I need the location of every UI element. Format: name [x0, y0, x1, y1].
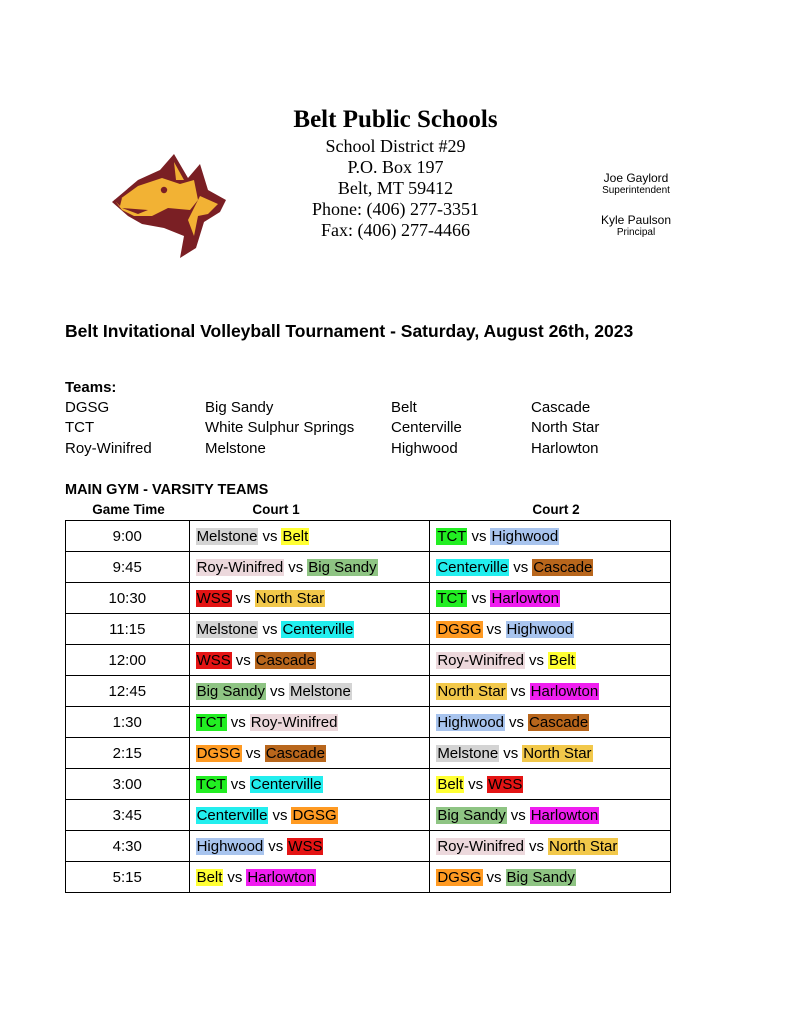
- vs-label: vs: [486, 868, 502, 886]
- team-highlight: Big Sandy: [196, 682, 265, 700]
- table-row: [66, 583, 671, 614]
- court-1-matchup-cell: [189, 676, 430, 707]
- principal-name: Kyle Paulson: [600, 213, 672, 227]
- game-time-cell: 1:30: [66, 707, 190, 738]
- team-highlight: Roy-Winifred: [250, 713, 338, 731]
- wolf-eye: [161, 187, 167, 193]
- team-highlight: Melstone: [196, 527, 258, 545]
- team-highlight: North Star: [549, 837, 618, 855]
- vs-label: vs: [486, 620, 502, 638]
- court-1-matchup-cell: [189, 583, 430, 614]
- court-1-matchup-cell: [189, 831, 430, 862]
- table-row: [66, 552, 671, 583]
- vs-label: vs: [262, 620, 278, 638]
- team-highlight: Highwood: [437, 713, 505, 731]
- team-highlight: Highwood: [196, 837, 264, 855]
- principal-title: Principal: [616, 227, 656, 238]
- team-highlight: TCT: [196, 775, 226, 793]
- table-row: [66, 707, 671, 738]
- court-1-matchup-cell: [189, 738, 430, 769]
- team-highlight: Roy-Winifred: [437, 837, 524, 855]
- court-2-matchup-cell: [430, 583, 671, 614]
- game-time-cell: 12:00: [66, 645, 190, 676]
- table-row: [66, 676, 671, 707]
- court-2-matchup-cell: [430, 614, 671, 645]
- team-highlight: Big Sandy: [506, 868, 575, 886]
- game-time-cell: 9:00: [66, 521, 190, 552]
- court-1-matchup-cell: [189, 769, 430, 800]
- court-2-matchup-cell: [430, 521, 671, 552]
- vs-label: vs: [288, 558, 304, 576]
- court-1-matchup-cell: [189, 521, 430, 552]
- team-highlight: Highwood: [506, 620, 574, 638]
- team-highlight: Harlowton: [530, 806, 599, 824]
- table-row: [66, 521, 671, 552]
- table-row: [66, 800, 671, 831]
- vs-label: vs: [235, 589, 251, 607]
- vs-label: vs: [235, 651, 251, 669]
- team-highlight: DGSG: [196, 744, 241, 762]
- vs-label: vs: [227, 868, 243, 886]
- vs-label: vs: [230, 713, 246, 731]
- wolf-mascot-logo: [108, 150, 232, 260]
- superintendent-name: Joe Gaylord: [603, 171, 669, 185]
- court-1-matchup-cell: [189, 800, 430, 831]
- team-name: TCT: [65, 419, 95, 436]
- vs-label: vs: [509, 713, 525, 731]
- team-highlight: Cascade: [265, 744, 325, 762]
- vs-label: vs: [272, 806, 288, 824]
- superintendent-block: [580, 171, 692, 197]
- team-name: Roy-Winifred: [65, 440, 152, 457]
- team-name: Highwood: [391, 440, 458, 457]
- city-address: Belt, MT 59412: [337, 178, 454, 198]
- team-highlight: DGSG: [292, 806, 337, 824]
- table-row: [66, 645, 671, 676]
- team-name: DGSG: [65, 399, 110, 416]
- game-time-cell: 4:30: [66, 831, 190, 862]
- vs-label: vs: [471, 589, 487, 607]
- table-row: [66, 769, 671, 800]
- team-name: Belt: [391, 399, 417, 416]
- team-name: White Sulphur Springs: [205, 419, 355, 436]
- court-2-matchup-cell: [430, 707, 671, 738]
- superintendent-title: Superintendent: [602, 185, 670, 196]
- teams-label: Teams:: [65, 379, 117, 396]
- team-highlight: Big Sandy: [308, 558, 377, 576]
- team-highlight: WSS: [488, 775, 523, 793]
- team-highlight: Cascade: [529, 713, 589, 731]
- court-2-matchup-cell: [430, 800, 671, 831]
- team-name: Cascade: [531, 399, 591, 416]
- team-highlight: DGSG: [437, 868, 482, 886]
- team-highlight: North Star: [255, 589, 325, 607]
- vs-label: vs: [529, 837, 544, 855]
- vs-label: vs: [471, 527, 487, 545]
- court-2-matchup-cell: [430, 676, 671, 707]
- vs-label: vs: [513, 558, 529, 576]
- principal-block: [580, 213, 692, 239]
- team-name: Harlowton: [531, 440, 599, 457]
- team-highlight: Belt: [549, 651, 575, 669]
- team-name: Melstone: [205, 440, 266, 457]
- vs-label: vs: [268, 837, 284, 855]
- column-header-court-2: Court 2: [532, 502, 580, 517]
- vs-label: vs: [245, 744, 261, 762]
- team-highlight: North Star: [523, 744, 592, 762]
- game-time-cell: 12:45: [66, 676, 190, 707]
- schedule-table: [65, 520, 671, 893]
- game-time-cell: 9:45: [66, 552, 190, 583]
- team-highlight: TCT: [437, 527, 467, 545]
- table-row: [66, 614, 671, 645]
- team-highlight: Centerville: [437, 558, 509, 576]
- court-2-matchup-cell: [430, 738, 671, 769]
- team-highlight: Harlowton: [530, 682, 599, 700]
- vs-label: vs: [269, 682, 285, 700]
- column-header-court-1: Court 1: [252, 502, 300, 517]
- column-header-game-time: Game Time: [92, 502, 165, 517]
- table-row: [66, 738, 671, 769]
- court-2-matchup-cell: [430, 769, 671, 800]
- vs-label: vs: [230, 775, 246, 793]
- team-highlight: WSS: [196, 589, 231, 607]
- school-name: Belt Public Schools: [293, 106, 498, 133]
- vs-label: vs: [510, 682, 526, 700]
- team-highlight: Belt: [282, 527, 309, 545]
- vs-label: vs: [529, 651, 544, 669]
- team-highlight: WSS: [288, 837, 323, 855]
- game-time-cell: 3:45: [66, 800, 190, 831]
- table-row: [66, 831, 671, 862]
- court-2-matchup-cell: [430, 552, 671, 583]
- team-highlight: WSS: [196, 651, 231, 669]
- tournament-title: Belt Invitational Volleyball Tournament - Saturday, August 26th, 2023: [65, 321, 634, 341]
- schedule-body: [66, 521, 671, 893]
- team-highlight: DGSG: [437, 620, 482, 638]
- team-highlight: TCT: [196, 713, 226, 731]
- court-1-matchup-cell: [189, 645, 430, 676]
- court-1-matchup-cell: [189, 707, 430, 738]
- team-highlight: Centerville: [282, 620, 354, 638]
- court-2-matchup-cell: [430, 862, 671, 893]
- school-district: School District #29: [325, 136, 466, 156]
- team-highlight: Cascade: [255, 651, 315, 669]
- game-time-cell: 2:15: [66, 738, 190, 769]
- vs-label: vs: [468, 775, 484, 793]
- team-name: Centerville: [391, 419, 462, 436]
- team-highlight: Harlowton: [491, 589, 560, 607]
- game-time-cell: 10:30: [66, 583, 190, 614]
- court-1-matchup-cell: [189, 552, 430, 583]
- vs-label: vs: [262, 527, 278, 545]
- table-row: [66, 862, 671, 893]
- vs-label: vs: [503, 744, 519, 762]
- team-highlight: Melstone: [289, 682, 351, 700]
- team-highlight: Big Sandy: [437, 806, 506, 824]
- team-highlight: North Star: [437, 682, 506, 700]
- vs-label: vs: [510, 806, 526, 824]
- team-highlight: Cascade: [533, 558, 593, 576]
- court-1-matchup-cell: [189, 862, 430, 893]
- team-name: Big Sandy: [205, 399, 274, 416]
- team-highlight: Roy-Winifred: [196, 558, 284, 576]
- game-time-cell: 11:15: [66, 614, 190, 645]
- court-2-matchup-cell: [430, 831, 671, 862]
- game-time-cell: 5:15: [66, 862, 190, 893]
- team-highlight: TCT: [437, 589, 467, 607]
- team-highlight: Roy-Winifred: [437, 651, 524, 669]
- court-2-matchup-cell: [430, 645, 671, 676]
- team-highlight: Harlowton: [247, 868, 315, 886]
- team-name: North Star: [531, 419, 600, 436]
- court-1-matchup-cell: [189, 614, 430, 645]
- fax-number: Fax: (406) 277-4466: [321, 220, 470, 240]
- team-highlight: Belt: [196, 868, 223, 886]
- phone-number: Phone: (406) 277-3351: [312, 199, 479, 219]
- team-highlight: Centerville: [250, 775, 322, 793]
- team-highlight: Belt: [437, 775, 464, 793]
- team-highlight: Melstone: [196, 620, 258, 638]
- schedule-heading: MAIN GYM - VARSITY TEAMS: [65, 482, 269, 498]
- game-time-cell: 3:00: [66, 769, 190, 800]
- team-highlight: Highwood: [491, 527, 559, 545]
- team-highlight: Centerville: [196, 806, 268, 824]
- team-highlight: Melstone: [437, 744, 499, 762]
- po-box: P.O. Box 197: [347, 157, 444, 177]
